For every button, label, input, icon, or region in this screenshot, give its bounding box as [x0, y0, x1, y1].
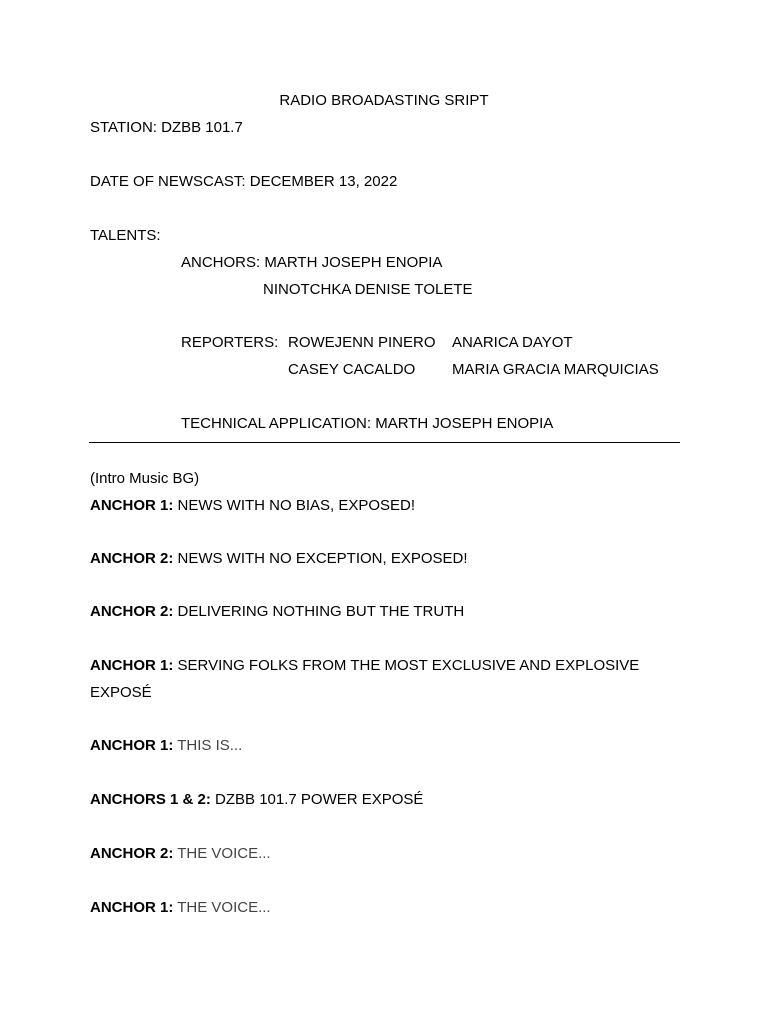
speaker-label: ANCHOR 2: — [90, 603, 174, 620]
spoken-text: THE VOICE... — [173, 845, 271, 862]
script-line — [90, 791, 423, 809]
reporters-label: REPORTERS: — [181, 334, 279, 351]
speaker-label: ANCHOR 2: — [90, 550, 174, 567]
speaker-label: ANCHORS 1 & 2: — [90, 791, 211, 808]
technical-line: TECHNICAL APPLICATION: MARTH JOSEPH ENOPIA — [181, 415, 554, 432]
talents-label: TALENTS: — [90, 227, 161, 244]
script-line — [90, 657, 639, 675]
reporter-1-name: ROWEJENN PINERO — [288, 334, 436, 351]
spoken-text: THE VOICE... — [173, 899, 271, 916]
script-line — [90, 737, 242, 755]
spoken-text: NEWS WITH NO BIAS, EXPOSED! — [173, 497, 416, 514]
speaker-label: ANCHOR 1: — [90, 657, 174, 674]
reporter-4-name: MARIA GRACIA MARQUICIAS — [452, 361, 659, 378]
spoken-text: SERVING FOLKS FROM THE MOST EXCLUSIVE AND EXPLOSIVE — [173, 657, 640, 674]
speaker-label: ANCHOR 1: — [90, 899, 174, 916]
script-line — [90, 550, 468, 568]
reporter-2-name: ANARICA DAYOT — [452, 334, 573, 351]
spoken-text: NEWS WITH NO EXCEPTION, EXPOSED! — [173, 550, 468, 567]
intro-cue: (Intro Music BG) — [90, 470, 200, 487]
spoken-text: DELIVERING NOTHING BUT THE TRUTH — [173, 603, 465, 620]
document-title: RADIO BROADASTING SRIPT — [279, 92, 489, 109]
station-line: STATION: DZBB 101.7 — [90, 119, 243, 136]
script-line — [90, 899, 271, 917]
script-line — [90, 497, 415, 515]
reporter-3-name: CASEY CACALDO — [288, 361, 416, 378]
header-divider — [89, 442, 680, 443]
spoken-text-continued: EXPOSÉ — [90, 684, 152, 701]
script-line — [90, 845, 271, 863]
spoken-text: DZBB 101.7 POWER EXPOSÉ — [210, 791, 424, 808]
script-line — [90, 603, 464, 621]
speaker-label: ANCHOR 1: — [90, 497, 174, 514]
anchor-2-name: NINOTCHKA DENISE TOLETE — [263, 281, 473, 298]
spoken-text: THIS IS... — [173, 737, 243, 754]
speaker-label: ANCHOR 2: — [90, 845, 174, 862]
speaker-label: ANCHOR 1: — [90, 737, 174, 754]
anchors-line: ANCHORS: MARTH JOSEPH ENOPIA — [181, 254, 443, 271]
date-line: DATE OF NEWSCAST: DECEMBER 13, 2022 — [90, 173, 398, 190]
